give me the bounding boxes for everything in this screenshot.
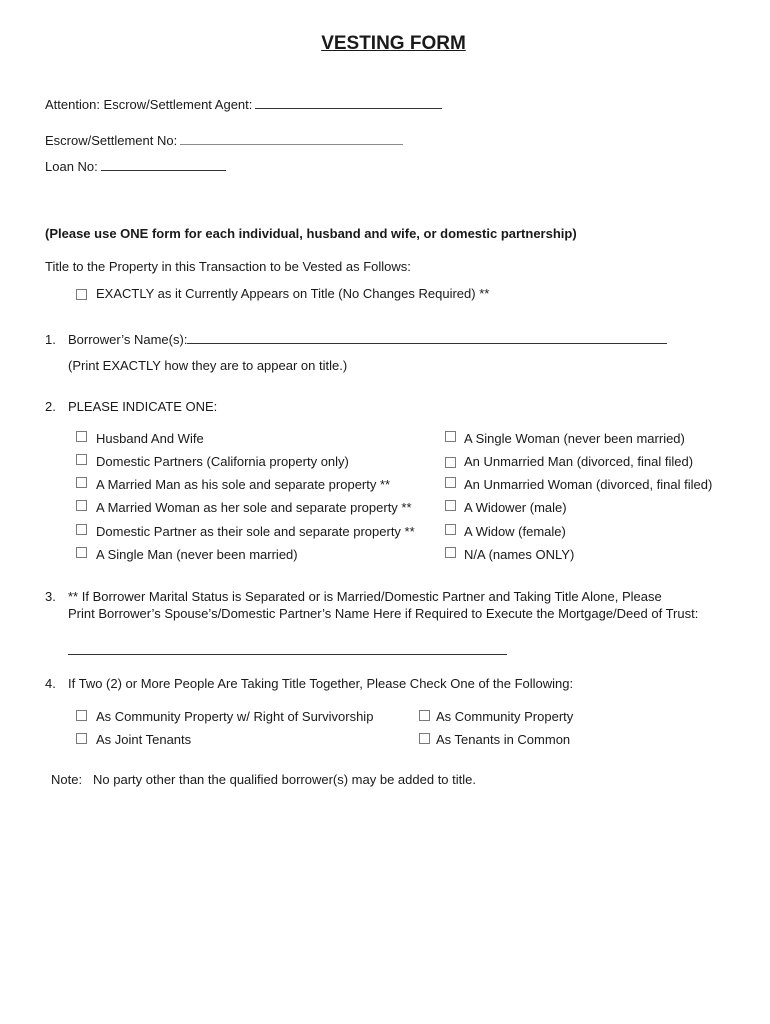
option-domestic-partner-sole: Domestic Partner as their sole and separate property ** xyxy=(96,524,415,539)
checkbox-joint-tenants[interactable] xyxy=(76,733,87,744)
form-title: VESTING FORM xyxy=(321,33,466,54)
checkbox-domestic-partner-sole[interactable] xyxy=(76,524,87,535)
checkbox-widower[interactable] xyxy=(445,500,456,511)
option-unmarried-woman: An Unmarried Woman (divorced, final filed) xyxy=(464,477,713,492)
option-single-woman: A Single Woman (never been married) xyxy=(464,431,685,446)
note-label: Note: xyxy=(51,772,83,787)
option-married-woman: A Married Woman as her sole and separate property ** xyxy=(96,500,412,515)
note-text: No party other than the qualified borrower(s) may be added to title. xyxy=(93,772,476,787)
checkbox-community-property[interactable] xyxy=(419,710,430,721)
loan-no-input[interactable] xyxy=(101,159,226,171)
section2-label: PLEASE INDICATE ONE: xyxy=(68,399,218,414)
exactly-label: EXACTLY as it Currently Appears on Title (No Changes Required) ** xyxy=(96,286,490,301)
section3-number: 3. xyxy=(45,589,56,604)
section4-label: If Two (2) or More People Are Taking Title Together, Please Check One of the Following: xyxy=(68,676,574,691)
checkbox-married-man[interactable] xyxy=(76,477,87,488)
checkbox-domestic-partners[interactable] xyxy=(76,454,87,465)
borrower-name-input[interactable] xyxy=(187,332,667,344)
section1-number: 1. xyxy=(45,332,56,347)
section3-line2: Print Borrower’s Spouse’s/Domestic Partner’s Name Here if Required to Execute the Mortgage/Deed of Trust: xyxy=(68,606,699,621)
escrow-no-field xyxy=(45,133,403,149)
checkbox-tenants-in-common[interactable] xyxy=(419,733,430,744)
escrow-no-label: Escrow/Settlement No: xyxy=(45,133,178,148)
checkbox-married-woman[interactable] xyxy=(76,500,87,511)
checkbox-na-names-only[interactable] xyxy=(445,547,456,558)
loan-no-field xyxy=(45,159,226,175)
option-tenants-in-common: As Tenants in Common xyxy=(436,732,571,747)
borrower-name-note: (Print EXACTLY how they are to appear on title.) xyxy=(68,358,348,373)
checkbox-single-man[interactable] xyxy=(76,547,87,558)
vesting-intro: Title to the Property in this Transaction to be Vested as Follows: xyxy=(45,259,411,274)
spouse-name-input[interactable] xyxy=(68,654,507,655)
borrower-name-label: Borrower’s Name(s): xyxy=(68,332,188,347)
section2-number: 2. xyxy=(45,399,56,414)
option-husband-and-wife: Husband And Wife xyxy=(96,431,204,446)
option-domestic-partners: Domestic Partners (California property only) xyxy=(96,454,349,469)
option-widow: A Widow (female) xyxy=(464,524,566,539)
checkbox-single-woman[interactable] xyxy=(445,431,456,442)
option-community-property-survivorship: As Community Property w/ Right of Survivorship xyxy=(96,709,374,724)
section4-number: 4. xyxy=(45,676,56,691)
loan-no-label: Loan No: xyxy=(45,159,98,174)
option-widower: A Widower (male) xyxy=(464,500,567,515)
option-community-property: As Community Property xyxy=(436,709,574,724)
option-unmarried-man: An Unmarried Man (divorced, final filed) xyxy=(464,454,694,469)
checkbox-unmarried-woman[interactable] xyxy=(445,477,456,488)
borrower-name-field xyxy=(68,332,667,348)
attention-label: Attention: Escrow/Settlement Agent: xyxy=(45,97,253,112)
exactly-checkbox[interactable] xyxy=(76,289,87,300)
checkbox-unmarried-man[interactable] xyxy=(445,457,456,468)
checkbox-widow[interactable] xyxy=(445,524,456,535)
checkbox-husband-and-wife[interactable] xyxy=(76,431,87,442)
checkbox-community-property-survivorship[interactable] xyxy=(76,710,87,721)
attention-input[interactable] xyxy=(255,97,442,109)
section3-line1: ** If Borrower Marital Status is Separated or is Married/Domestic Partner and Taking Title Alone, Please xyxy=(68,589,662,604)
option-na-names-only: N/A (names ONLY) xyxy=(464,547,575,562)
option-married-man: A Married Man as his sole and separate property ** xyxy=(96,477,391,492)
option-joint-tenants: As Joint Tenants xyxy=(96,732,192,747)
instruction-text: (Please use ONE form for each individual, husband and wife, or domestic partnership) xyxy=(45,226,577,241)
escrow-no-input[interactable] xyxy=(180,133,403,145)
option-single-man: A Single Man (never been married) xyxy=(96,547,298,562)
attention-field xyxy=(45,97,442,113)
